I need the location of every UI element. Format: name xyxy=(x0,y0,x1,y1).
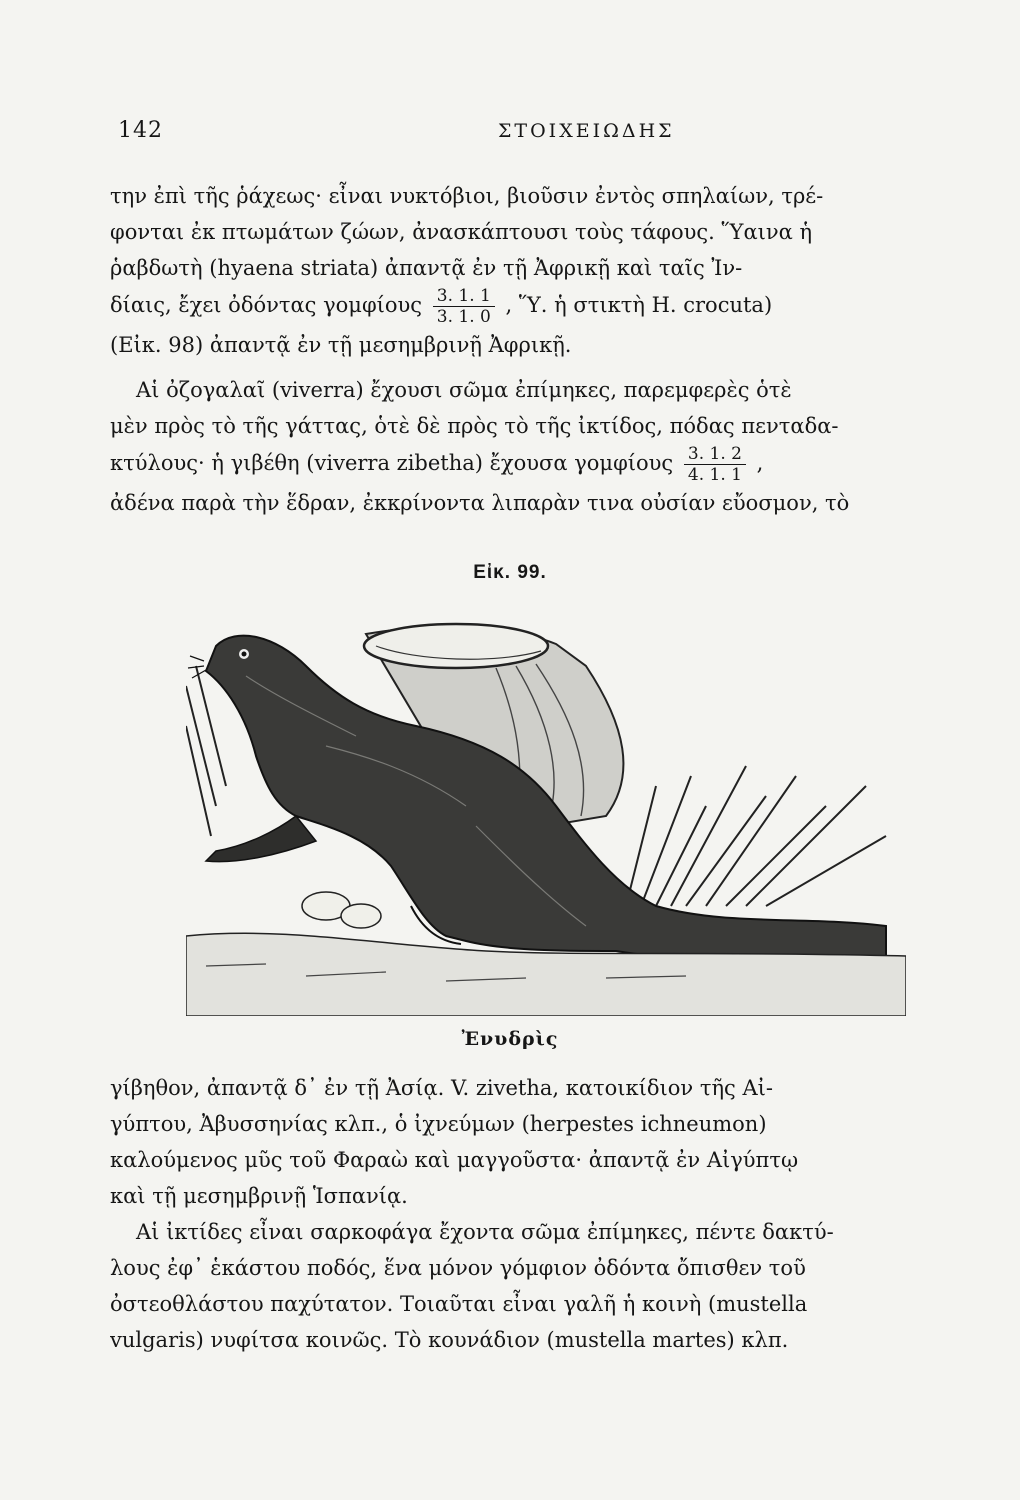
text-line: Αἱ ἰκτίδες εἶναι σαρκοφάγα ἔχοντα σῶμα ἐπίμηκες, πέντε δακτύ- xyxy=(136,1220,834,1244)
text-line: καὶ τῇ μεσημβρινῇ Ἱσπανίᾳ. xyxy=(110,1184,408,1208)
text-line-with-formula xyxy=(110,444,920,485)
page-header xyxy=(118,118,920,148)
running-title: ΣΤΟΙΧΕΙΩΔΗΣ xyxy=(498,120,675,142)
text-segment: , xyxy=(756,451,764,475)
text-line: (Εἰκ. 98) ἀπαντᾷ ἐν τῇ μεσημβρινῇ Ἀφρικῇ. xyxy=(110,333,572,357)
formula-denominator: 3. 1. 0 xyxy=(436,307,491,327)
formula-numerator: 3. 1. 1 xyxy=(433,286,495,307)
text-line: γίβηθον, ἀπαντᾷ δ᾽ ἐν τῇ Ἀσίᾳ. V. zivetha, κατοικίδιον τῆς Αἰ- xyxy=(110,1076,773,1100)
dental-formula xyxy=(684,444,746,485)
paragraph-viverra xyxy=(110,372,920,521)
formula-numerator: 3. 1. 2 xyxy=(684,444,746,465)
dental-formula xyxy=(433,286,495,327)
text-line: φονται ἐκ πτωμάτων ζώων, ἀνασκάπτουσι τοὺς τάφους. Ὕαινα ἡ xyxy=(110,220,813,244)
text-line: ὀστεοθλάστου παχύτατον. Τοιαῦται εἶναι γαλῆ ἡ κοινὴ (mustella xyxy=(110,1292,808,1316)
paragraph-hyaena xyxy=(110,178,920,363)
text-segment: δίαις, ἔχει ὀδόντας γομφίους xyxy=(110,293,423,317)
text-segment: , Ὕ. ἡ στικτὴ Η. crocuta) xyxy=(505,293,773,317)
text-line: μὲν πρὸς τὸ τῆς γάττας, ὁτὲ δὲ πρὸς τὸ τῆς ἰκτίδος, πόδας πενταδα- xyxy=(110,414,839,438)
text-line: την ἐπὶ τῆς ῥάχεως· εἶναι νυκτόβιοι, βιοῦσιν ἐντὸς σπηλαίων, τρέ- xyxy=(110,184,824,208)
text-line: ἀδένα παρὰ τὴν ἕδραν, ἐκκρίνοντα λιπαρὰν τινα οὐσίαν εὔοσμον, τὸ xyxy=(110,491,850,515)
figure-caption: Ἐνυδρὶς xyxy=(461,1028,559,1050)
otter-illustration xyxy=(186,606,906,1016)
paragraph-ichneumon xyxy=(110,1070,920,1214)
text-line: λους ἐφ᾽ ἑκάστου ποδός, ἕνα μόνον γόμφιον ὀδόντα ὄπισθεν τοῦ xyxy=(110,1256,806,1280)
paragraph-mustelids xyxy=(110,1214,920,1358)
formula-denominator: 4. 1. 1 xyxy=(687,465,742,485)
text-line-with-formula xyxy=(110,286,920,327)
text-line: ῥαβδωτὴ (hyaena striata) ἀπαντᾷ ἐν τῇ Ἀφρικῇ καὶ ταῖς Ἰν- xyxy=(110,256,743,280)
text-line: γύπτου, Ἀβυσσηνίας κλπ., ὁ ἰχνεύμων (herpestes ichneumon) xyxy=(110,1112,767,1136)
text-line: καλούμενος μῦς τοῦ Φαραὼ καὶ μαγγοῦστα· ἀπαντᾷ ἐν Αἰγύπτῳ xyxy=(110,1148,799,1172)
text-line: Αἱ ὀζογαλαῖ (viverra) ἔχουσι σῶμα ἐπίμηκες, παρεμφερὲς ὁτὲ xyxy=(136,378,792,402)
text-line: vulgaris) νυφίτσα κοινῶς. Τὸ κουνάδιον (mustella martes) κλπ. xyxy=(110,1328,789,1352)
page-number: 142 xyxy=(118,118,163,143)
figure-label: Εἰκ. 99. xyxy=(473,562,547,583)
text-segment: κτύλους· ἡ γιβέθη (viverra zibetha) ἔχουσα γομφίους xyxy=(110,451,674,475)
